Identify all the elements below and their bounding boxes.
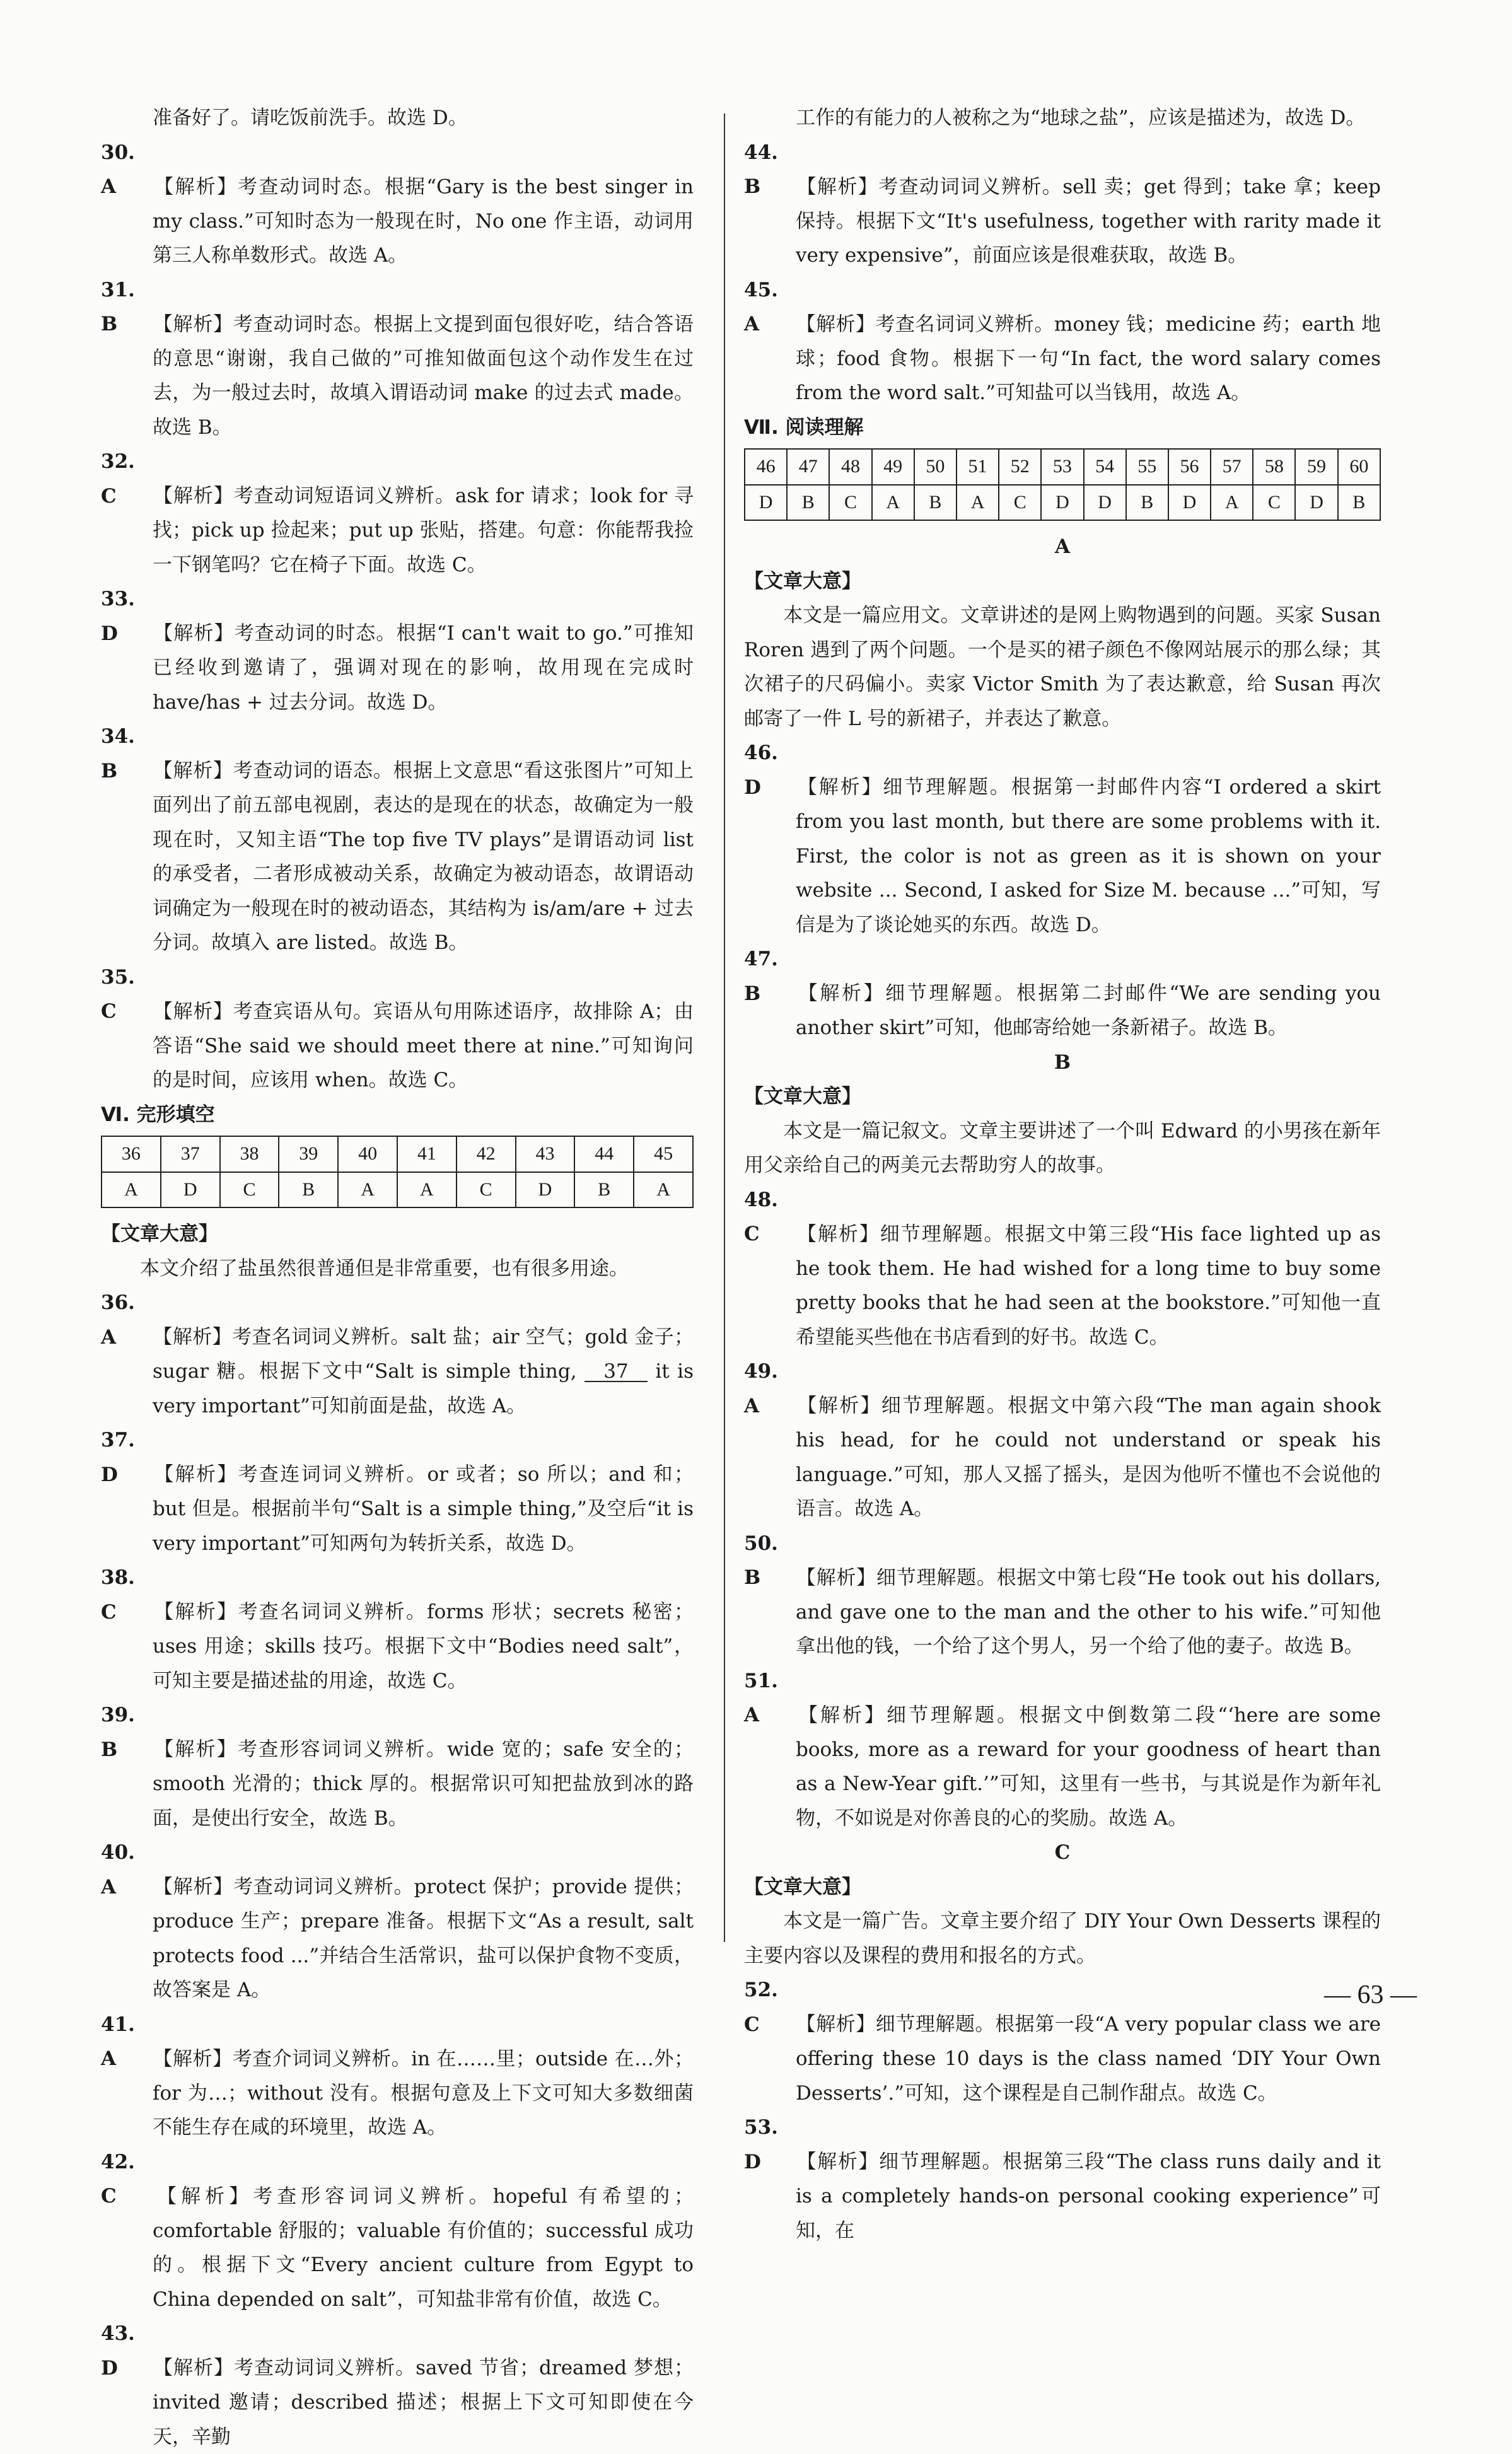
cloze-answer-table (101, 1136, 694, 1208)
answer-cell: A (338, 1172, 397, 1208)
answer-item (744, 136, 1381, 273)
answer-item (101, 582, 694, 719)
question-number-cell: 40 (338, 1136, 397, 1172)
question-number-cell: 50 (914, 449, 957, 485)
question-number-cell: 58 (1253, 449, 1295, 485)
question-number-cell: 53 (1041, 449, 1083, 485)
answer-item (101, 719, 694, 960)
answer-cell: D (1084, 485, 1126, 521)
answer-num: 45. A (744, 278, 778, 335)
answer-cell: B (1338, 485, 1380, 521)
answer-cell: B (1126, 485, 1168, 521)
answer-item (744, 1183, 1381, 1355)
answer-explanation: 【解析】考查形容词词义辨析。hopeful 有希望的；comfortable 舒服的；valuable 有价值的；successful 成功的。根据下文“Every ancient culture from Egypt to China depended on salt”，可知盐非常有价值，故选 C。 (153, 2185, 694, 2311)
answer-explanation: 【解析】考查动词词义辨析。sell 卖；get 得到；take 拿；keep 保持。根据下文“It's usefulness, together with rarity made it very expensive”，前面应该是很难获取，故选 B。 (796, 175, 1381, 267)
answer-explanation: 【解析】细节理解题。根据文中第三段“His face lighted up as he took them. He had wished for a long time to buy some pretty books that he had seen at the bookstore.”可知他一直希望能买些他在书店看到的好书。故选 C。 (796, 1223, 1381, 1349)
answer-item (101, 2008, 694, 2145)
answer-num: 42. C (101, 2150, 135, 2207)
question-number-cell: 44 (574, 1136, 634, 1172)
answer-cell: A (102, 1172, 161, 1208)
column-divider (724, 113, 725, 1942)
answer-cell: A (872, 485, 914, 521)
answer-cell: B (279, 1172, 338, 1208)
answer-num: 38. C (101, 1566, 135, 1624)
answer-explanation: 【解析】细节理解题。根据文中倒数第二段“‘here are some books, more as a reward for your goodness of heart than as a New-Year gift.’”可知，这里有一些书，与其说是作为新年礼物，不如说是对你善良的心的奖励。故选 A。 (796, 1704, 1381, 1830)
answer-num: 44. B (744, 141, 778, 198)
answer-num: 41. A (101, 2013, 135, 2070)
answer-cell: B (914, 485, 957, 521)
answer-cell: D (516, 1172, 575, 1208)
answer-explanation: 【解析】细节理解题。根据文中第七段“He took out his dollars, and gave one to the man and the other to his wife.”可知他拿出他的钱，一个给了这个男人，另一个给了他的妻子。故选 B。 (796, 1566, 1381, 1658)
passage-a-summary: 本文是一篇应用文。文章讲述的是网上购物遇到的问题。买家 Susan Roren 遇到了两个问题。一个是买的裙子颜色不像网站展示的那么绿；其次裙子的尺码偏小。卖家 Victor Smith 为了表达歉意，给 Susan 再次邮寄了一件 L 号的新裙子，并表达了歉意。 (744, 604, 1381, 730)
answer-item (744, 736, 1381, 942)
answer-num: 36. A (101, 1291, 135, 1349)
answer-num: 32. C (101, 450, 135, 508)
question-number-cell: 43 (516, 1136, 575, 1172)
answer-item (744, 1664, 1381, 1836)
answer-num: 39. B (101, 1704, 135, 1761)
answer-explanation: 【解析】考查宾语从句。宾语从句用陈述语序，故排除 A；由答语“She said we should meet there at nine.”可知询问的是时间，应该用 when。故选 C。 (153, 1000, 694, 1091)
answer-item (744, 1973, 1381, 2110)
right-column (744, 101, 1381, 2248)
answer-explanation: 【解析】考查介词词义辨析。in 在……里；outside 在…外；for 为…；without 没有。根据句意及上下文可知大多数细菌不能生存在咸的环境里，故选 A。 (153, 2047, 694, 2139)
answer-num: 47. B (744, 948, 778, 1005)
question-number-cell: 52 (999, 449, 1041, 485)
answer-cell: C (457, 1172, 516, 1208)
passage-c-label: C (1054, 1841, 1071, 1864)
answer-item (101, 2145, 694, 2317)
question-number-cell: 57 (1211, 449, 1253, 485)
answer-explanation: 【解析】考查动词时态。根据上文提到面包很好吃，结合答语的意思“谢谢，我自己做的”可推知做面包这个动作发生在过去，为一般过去时，故填入谓语动词 make 的过去式 made。故选 B。 (153, 313, 694, 439)
question-number-cell: 55 (1126, 449, 1168, 485)
answer-num: 30. A (101, 141, 135, 198)
answer-num: 48. C (744, 1188, 778, 1245)
passage-a-label: A (1054, 535, 1071, 558)
question-number-cell: 45 (634, 1136, 693, 1172)
answer-explanation: 【解析】考查动词时态。根据“Gary is the best singer in my class.”可知时态为一般现在时，No one 作主语，动词用第三人称单数形式。故选 A。 (153, 175, 694, 267)
answer-item (101, 1423, 694, 1561)
passage-b-summary: 本文是一篇记叙文。文章主要讲述了一个叫 Edward 的小男孩在新年用父亲给自己的两美元去帮助穷人的故事。 (744, 1119, 1381, 1177)
answer-explanation: 【解析】考查动词词义辨析。saved 节省；dreamed 梦想；invited 邀请；described 描述；根据上下文可知即使在今天，辛勤 (153, 2356, 694, 2448)
question-number-cell: 38 (220, 1136, 279, 1172)
answer-explanation: 【解析】考查动词词义辨析。protect 保护；provide 提供；produce 生产；prepare 准备。根据下文“As a result, salt protects food ...”并结合生活常识，盐可以保护食物不变质，故答案是 A。 (153, 1875, 694, 2001)
section-7-title: Ⅶ. 阅读理解 (744, 416, 864, 439)
blank-37: 37 (584, 1362, 648, 1382)
question-number-cell: 36 (102, 1136, 161, 1172)
answer-explanation: 【解析】考查动词短语词义辨析。ask for 请求；look for 寻找；pick up 捡起来；put up 张贴，搭建。句意：你能帮我捡一下钢笔吗？它在椅子下面。故选 C。 (153, 484, 694, 576)
answer-item (101, 1698, 694, 1835)
question-number-cell: 60 (1338, 449, 1380, 485)
answer-item: 36. A 【解析】考查名词词义辨析。salt 盐；air 空气；gold 金子；sugar 糖。根据下文中“Salt is simple thing, 37 it is very important”可知前面是盐，故选 A。 (101, 1286, 694, 1423)
question-number-cell: 46 (745, 449, 787, 485)
answer-explanation: 【解析】考查连词词义辨析。or 或者；so 所以；and 和；but 但是。根据前半句“Salt is a simple thing,”及空后“it is very important”可知两句为转折关系，故选 D。 (153, 1463, 694, 1555)
answer-explanation: 【解析】考查名词词义辨析。forms 形状；secrets 秘密；uses 用途；skills 技巧。根据下文中“Bodies need salt”，可知主要是描述盐的用途，故选 C。 (153, 1600, 694, 1692)
answer-item (744, 1526, 1381, 1664)
answer-cell: D (1295, 485, 1337, 521)
section-6-title: Ⅵ. 完形填空 (101, 1103, 215, 1126)
answer-item (101, 445, 694, 582)
summary-heading: 【文章大意】 (101, 1223, 218, 1245)
answer-num: 52. C (744, 1979, 778, 2036)
answer-cell: C (1253, 485, 1295, 521)
question-number-cell: 39 (279, 1136, 338, 1172)
answer-explanation: 【解析】考查动词的语态。根据上文意思“看这张图片”可知上面列出了前五部电视剧，表达的是现在的状态，故确定为一般现在时，又知主语“The top five TV plays”是谓语动词 list 的承受者，二者形成被动关系，故确定为被动语态，故谓语动词确定为一般现在时的被动语态，其结构为 is/am/are + 过去分词。故填入 are listed。故选 B。 (153, 759, 694, 954)
answer-explanation: 【解析】细节理解题。根据第一封邮件内容“I ordered a skirt from you last month, but there are some problems with it. First, the color is not as green as it is shown on your website ... Second, I asked for Size M. because ...”可知，写信是为了谈论她买的东西。故选 D。 (796, 776, 1381, 936)
answer-item (101, 2317, 694, 2454)
answer-cell: D (1041, 485, 1083, 521)
answer-item (101, 1835, 694, 2008)
answer-cell: A (1211, 485, 1253, 521)
answer-cell: A (634, 1172, 693, 1208)
answer-item (744, 1354, 1381, 1526)
answer-num: 50. B (744, 1532, 778, 1589)
summary-heading: 【文章大意】 (744, 1875, 861, 1899)
question-number-cell: 56 (1168, 449, 1211, 485)
answer-num: 43. D (101, 2322, 135, 2380)
answer-explanation: 【解析】考查动词的时态。根据“I can't wait to go.”可推知已经收到邀请了，强调对现在的影响，故用现在完成时 have/has + 过去分词。故选 D。 (153, 622, 694, 714)
question-number-cell: 42 (457, 1136, 516, 1172)
answer-cell: D (745, 485, 787, 521)
summary-heading: 【文章大意】 (744, 569, 861, 593)
continuation-line: 工作的有能力的人被称之为“地球之盐”，应该是描述为，故选 D。 (796, 107, 1366, 129)
question-number-cell: 51 (957, 449, 999, 485)
answer-item (744, 2110, 1381, 2248)
answer-item (101, 136, 694, 273)
answer-num: 35. C (101, 965, 135, 1023)
question-number-cell: 48 (829, 449, 871, 485)
passage-b-label: B (1054, 1050, 1071, 1074)
intro-line: 准备好了。请吃饭前洗手。故选 D。 (153, 107, 468, 129)
answer-cell: B (787, 485, 829, 521)
answer-explanation: 【解析】细节理解题。根据第三段“The class runs daily and it is a completely hands-on personal cooking experience”可知，在 (796, 2150, 1381, 2242)
reading-answer-table (744, 448, 1381, 521)
answer-cell: D (161, 1172, 220, 1208)
answer-num: 49. A (744, 1360, 778, 1417)
answer-cell: A (957, 485, 999, 521)
answer-num: 37. D (101, 1429, 135, 1486)
question-number-cell: 54 (1084, 449, 1126, 485)
answer-num: 53. D (744, 2116, 778, 2173)
answer-explanation: 【解析】细节理解题。根据第二封邮件“We are sending you another skirt”可知，他邮寄给她一条新裙子。故选 B。 (796, 982, 1381, 1039)
summary-heading: 【文章大意】 (744, 1085, 861, 1108)
answer-cell: B (574, 1172, 634, 1208)
answer-num: 40. A (101, 1841, 135, 1899)
question-number-cell: 49 (872, 449, 914, 485)
answer-item (744, 942, 1381, 1045)
question-number-cell: 47 (787, 449, 829, 485)
page-number: — 63 — (1324, 1980, 1417, 2009)
answer-num: 46. D (744, 741, 778, 799)
answer-cell: D (1168, 485, 1211, 521)
answer-num: 51. A (744, 1669, 778, 1726)
answer-cell: C (999, 485, 1041, 521)
passage-c-summary: 本文是一篇广告。文章主要介绍了 DIY Your Own Desserts 课程的主要内容以及课程的费用和报名的方式。 (744, 1910, 1381, 1967)
answer-num: 34. B (101, 725, 135, 782)
answer-explanation: 【解析】细节理解题。根据文中第六段“The man again shook his head, for he could not understand or speak his language.”可知，那人又摇了摇头，是因为他听不懂也不会说他的语言。故选 A。 (796, 1394, 1381, 1520)
answer-num: 31. B (101, 278, 135, 335)
answer-item (101, 960, 694, 1098)
question-number-cell: 59 (1295, 449, 1337, 485)
answer-cell: A (397, 1172, 457, 1208)
answer-cell: C (829, 485, 871, 521)
answer-explanation: 【解析】考查形容词词义辨析。wide 宽的；safe 安全的；smooth 光滑的；thick 厚的。根据常识可知把盐放到冰的路面，是使出行安全，故选 B。 (153, 1738, 694, 1830)
answer-num: 33. D (101, 588, 135, 645)
answer-explanation: 【解析】考查名词词义辨析。money 钱；medicine 药；earth 地球；food 食物。根据下一句“In fact, the word salary comes from the word salt.”可知盐可以当钱用，故选 A。 (796, 313, 1381, 404)
answer-item (101, 273, 694, 445)
cloze-summary: 本文介绍了盐虽然很普通但是非常重要，也有很多用途。 (140, 1257, 629, 1280)
answer-explanation: 【解析】细节理解题。根据第一段“A very popular class we are offering these 10 days is the class named ‘DIY Your Own Desserts’.”可知，这个课程是自己制作甜点。故选 C。 (796, 2013, 1381, 2105)
question-number-cell: 37 (161, 1136, 220, 1172)
answer-item (744, 273, 1381, 410)
question-number-cell: 41 (397, 1136, 457, 1172)
answer-cell: C (220, 1172, 279, 1208)
answer-item (101, 1561, 694, 1698)
left-column (101, 101, 694, 2454)
